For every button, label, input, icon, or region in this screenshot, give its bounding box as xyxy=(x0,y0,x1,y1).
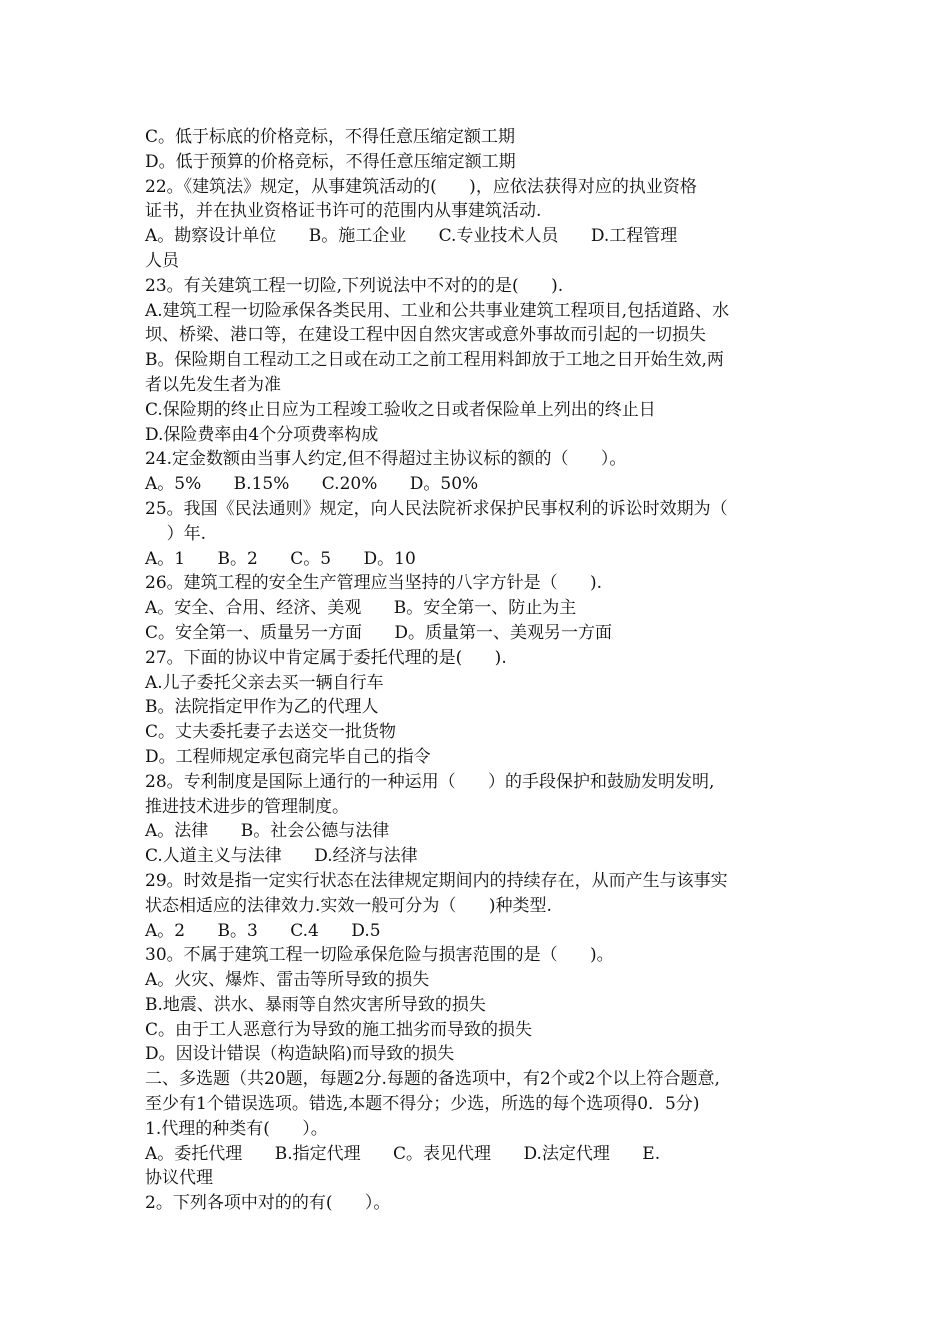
text-line: 推进技术进步的管理制度。 xyxy=(145,796,349,817)
options-line: A。5% B.15% C.20% D。50% xyxy=(145,474,479,495)
text-line: A.儿子委托父亲去买一辆自行车 xyxy=(145,672,384,693)
text-line: D。因设计错误（构造缺陷)而导致的损失 xyxy=(145,1044,455,1065)
text-line: C。低于标底的价格竞标，不得任意压缩定额工期 xyxy=(145,127,516,147)
text-line: 协议代理 xyxy=(145,1168,213,1189)
document-body xyxy=(145,125,825,1216)
text-line: A.建筑工程一切险承保各类民用、工业和公共事业建筑工程项目,包括道路、水 xyxy=(145,300,730,321)
question-25: 25。我国《民法通则》规定，向人民法院祈求保护民事权利的诉讼时效期为（ xyxy=(145,498,728,519)
text-line: D。低于预算的价格竞标，不得任意压缩定额工期 xyxy=(145,151,516,172)
question-26: 26。建筑工程的安全生产管理应当坚持的八字方针是（ ). xyxy=(145,573,603,594)
text-line: B.地震、洪水、暴雨等自然灾害所导致的损失 xyxy=(145,994,486,1015)
question-m2: 2。下列各项中对的的有( ）。 xyxy=(145,1193,391,1214)
options-line: A。1 B。2 C。5 D。10 xyxy=(145,548,416,569)
text-line: 坝、桥梁、港口等，在建设工程中因自然灾害或意外事故而引起的一切损失 xyxy=(145,325,706,346)
question-29: 29。时效是指一定实行状态在法律规定期间内的持续存在，从而产生与该事实 xyxy=(145,870,728,891)
question-23: 23。有关建筑工程一切险,下列说法中不对的的是( ). xyxy=(145,275,564,296)
question-m1: 1.代理的种类有( ）。 xyxy=(145,1118,328,1139)
options-line: A。安全、合用、经济、美观 B。安全第一、防止为主 xyxy=(145,598,577,619)
text-line: C.保险期的终止日应为工程竣工验收之日或者保险单上列出的终止日 xyxy=(145,399,656,420)
text-line: 至少有1个错误选项。错选,本题不得分；少选，所选的每个选项得0．5分) xyxy=(145,1094,700,1115)
options-line: A。法律 B。社会公德与法律 xyxy=(145,821,390,842)
question-27: 27。下面的协议中肯定属于委托代理的是( ). xyxy=(145,647,507,668)
text-line: 者以先发生者为准 xyxy=(145,374,281,395)
text-line: B。保险期自工程动工之日或在动工之前工程用料卸放于工地之日开始生效,两 xyxy=(145,350,724,371)
question-30: 30。不属于建筑工程一切险承保危险与损害范围的是（ )。 xyxy=(145,945,614,966)
options-line: A。委托代理 B.指定代理 C。表见代理 D.法定代理 E. xyxy=(145,1143,661,1164)
text-line: D.保险费率由4个分项费率构成 xyxy=(145,424,379,445)
section-heading: 二、多选题（共20题，每题2分.每题的备选项中，有2个或2个以上符合题意, xyxy=(145,1069,720,1090)
text-line: 人员 xyxy=(145,250,179,271)
options-line: C.人道主义与法律 D.经济与法律 xyxy=(145,846,418,867)
text-line: D。工程师规定承包商完毕自己的指令 xyxy=(145,746,431,767)
options-line: C。安全第一、质量另一方面 D。质量第一、美观另一方面 xyxy=(145,622,613,643)
text-line: ）年. xyxy=(145,523,207,544)
question-28: 28。专利制度是国际上通行的一种运用（ ）的手段保护和鼓励发明发明, xyxy=(145,771,715,792)
text-line: 状态相适应的法律效力.实效一般可分为（ )种类型. xyxy=(145,895,552,916)
options-line: A。2 B。3 C.4 D.5 xyxy=(145,920,381,941)
text-line: 证书，并在执业资格证书许可的范围内从事建筑活动. xyxy=(145,201,542,222)
text-line: B。法院指定甲作为乙的代理人 xyxy=(145,697,379,718)
text-line: C。由于工人恶意行为导致的施工拙劣而导致的损失 xyxy=(145,1019,533,1040)
question-22: 22。《建筑法》规定，从事建筑活动的( )，应依法获得对应的执业资格 xyxy=(145,176,697,197)
question-24: 24.定金数额由当事人约定,但不得超过主协议标的额的（ ）。 xyxy=(145,449,627,470)
options-line: A。勘察设计单位 B。施工企业 C.专业技术人员 D.工程管理 xyxy=(145,226,678,247)
text-line: C。丈夫委托妻子去送交一批货物 xyxy=(145,722,397,743)
text-line: A。火灾、爆炸、雷击等所导致的损失 xyxy=(145,970,430,991)
